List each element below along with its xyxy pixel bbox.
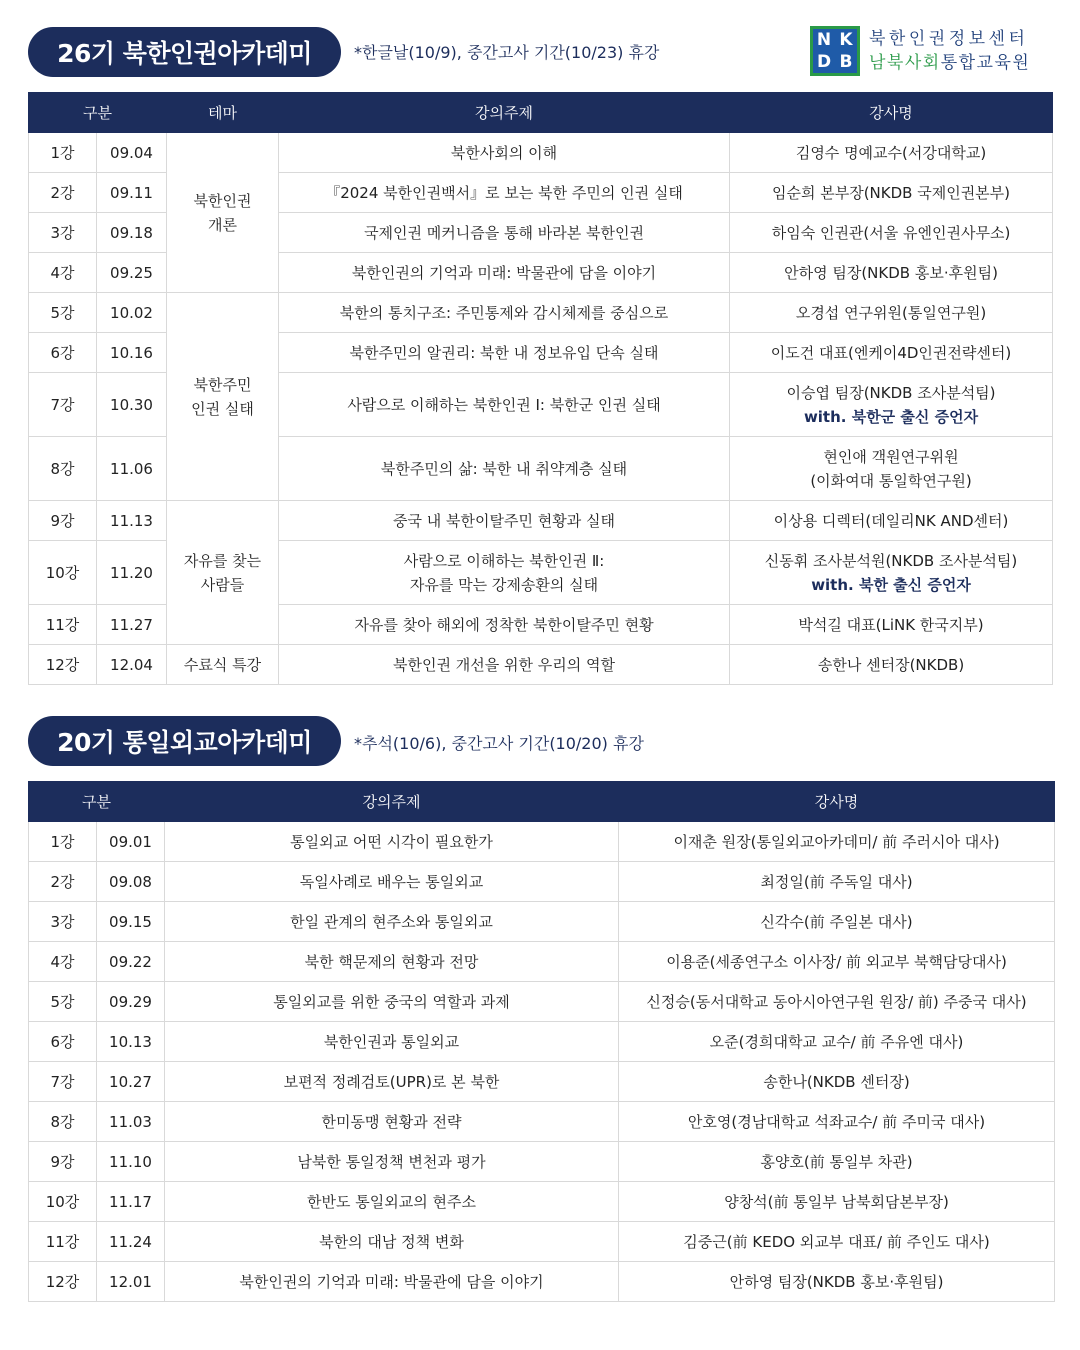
lecture-number: 12강: [29, 1262, 97, 1302]
lecture-topic: 북한주민의 알권리: 북한 내 정보유입 단속 실태: [279, 333, 730, 373]
lecturer-cell: [730, 373, 1053, 437]
lecture-topic: 통일외교 어떤 시각이 필요한가: [165, 822, 619, 862]
lecturer-cell: 최정일(前 주독일 대사): [619, 862, 1055, 902]
lecture-topic: 북한의 통치구조: 주민통제와 감시체제를 중심으로: [279, 293, 730, 333]
logo-sub-name: 남북사회통합교육원: [869, 53, 1031, 73]
lecture-topic: 북한인권과 통일외교: [165, 1022, 619, 1062]
lecture-topic: 북한주민의 삶: 북한 내 취약계층 실태: [279, 437, 730, 501]
table-row: [29, 822, 1055, 862]
lecture-date: 10.13: [97, 1022, 165, 1062]
table-row: [29, 1142, 1055, 1182]
section1-schedule-table: [28, 92, 1053, 685]
lecture-number: 8강: [29, 437, 97, 501]
lecture-number: 1강: [29, 133, 97, 173]
lecture-topic: 『2024 북한인권백서』로 보는 북한 주민의 인권 실태: [279, 173, 730, 213]
lecturer-cell: 안하영 팀장(NKDB 홍보·후원팀): [619, 1262, 1055, 1302]
lecture-date: 12.01: [97, 1262, 165, 1302]
lecture-date: 09.11: [97, 173, 167, 213]
lecturer-cell: [730, 541, 1053, 605]
section1-title: 26기 북한인권아카데미: [28, 27, 341, 77]
lecture-topic: 북한 핵문제의 현황과 전망: [165, 942, 619, 982]
lecture-date: 09.15: [97, 902, 165, 942]
table-row: [29, 1182, 1055, 1222]
table-row: [29, 293, 1053, 333]
lecturer-cell: 이재춘 원장(통일외교아카데미/ 前 주러시아 대사): [619, 822, 1055, 862]
table-row: [29, 1222, 1055, 1262]
table-row: [29, 862, 1055, 902]
lecture-topic: 통일외교를 위한 중국의 역할과 과제: [165, 982, 619, 1022]
lecture-number: 9강: [29, 501, 97, 541]
lecturer-cell: 임순희 본부장(NKDB 국제인권본부): [730, 173, 1053, 213]
lecture-topic: 남북한 통일정책 변천과 평가: [165, 1142, 619, 1182]
lecturer-cell: 송한나 센터장(NKDB): [730, 645, 1053, 685]
lecture-number: 8강: [29, 1102, 97, 1142]
lecture-date: 11.27: [97, 605, 167, 645]
lecturer-with: with. 북한 출신 증언자: [811, 575, 971, 594]
lecture-number: 5강: [29, 293, 97, 333]
table-row: [29, 942, 1055, 982]
lecture-date: 09.25: [97, 253, 167, 293]
table-row: [29, 501, 1053, 541]
lecture-topic: 북한인권의 기억과 미래: 박물관에 담을 이야기: [279, 253, 730, 293]
header-lecturer: 강사명: [619, 782, 1055, 822]
table-row: [29, 1022, 1055, 1062]
lecture-number: 9강: [29, 1142, 97, 1182]
lecturer-cell: 이용준(세종연구소 이사장/ 前 외교부 북핵담당대사): [619, 942, 1055, 982]
lecture-date: 09.01: [97, 822, 165, 862]
lecture-number: 7강: [29, 373, 97, 437]
lecture-date: 09.08: [97, 862, 165, 902]
lecture-date: 09.22: [97, 942, 165, 982]
lecture-topic: 북한인권의 기억과 미래: 박물관에 담을 이야기: [165, 1262, 619, 1302]
lecture-number: 10강: [29, 1182, 97, 1222]
lecturer-cell: 안호영(경남대학교 석좌교수/ 前 주미국 대사): [619, 1102, 1055, 1142]
lecturer-cell: 오준(경희대학교 교수/ 前 주유엔 대사): [619, 1022, 1055, 1062]
lecture-topic: 북한의 대남 정책 변화: [165, 1222, 619, 1262]
theme-cell: 북한주민 인권 실태: [167, 293, 279, 501]
section2-title: 20기 통일외교아카데미: [28, 716, 341, 766]
lecture-topic: 사람으로 이해하는 북한인권 Ⅰ: 북한군 인권 실태: [279, 373, 730, 437]
lecture-topic: 한일 관계의 현주소와 통일외교: [165, 902, 619, 942]
table-row: [29, 982, 1055, 1022]
lecture-number: 2강: [29, 173, 97, 213]
header-category: 구분: [29, 93, 167, 133]
nkdb-logo: [810, 26, 1030, 76]
lecturer-with: with. 북한군 출신 증언자: [803, 407, 979, 426]
lecturer-cell: 신정승(동서대학교 동아시아연구원 원장/ 前) 주중국 대사): [619, 982, 1055, 1022]
lecture-date: 10.02: [97, 293, 167, 333]
lecture-topic: 한반도 통일외교의 현주소: [165, 1182, 619, 1222]
lecture-number: 6강: [29, 333, 97, 373]
lecture-topic: 북한사회의 이해: [279, 133, 730, 173]
lecturer-name: 이승엽 팀장(NKDB 조사분석팀): [786, 383, 996, 402]
header-topic: 강의주제: [279, 93, 730, 133]
lecture-topic: 중국 내 북한이탈주민 현황과 실태: [279, 501, 730, 541]
theme-cell: 수료식 특강: [167, 645, 279, 685]
lecture-number: 5강: [29, 982, 97, 1022]
table-row: [29, 902, 1055, 942]
lecturer-cell: 안하영 팀장(NKDB 홍보·후원팀): [730, 253, 1053, 293]
table-row: [29, 133, 1053, 173]
lecture-date: 09.18: [97, 213, 167, 253]
lecture-number: 3강: [29, 213, 97, 253]
section1-note: *한글날(10/9), 중간고사 기간(10/23) 휴강: [354, 43, 660, 62]
lecturer-cell: 현인애 객원연구위원 (이화여대 통일학연구원): [730, 437, 1053, 501]
lecture-topic: 사람으로 이해하는 북한인권 Ⅱ: 자유를 막는 강제송환의 실태: [279, 541, 730, 605]
header-lecturer: 강사명: [730, 93, 1053, 133]
lecturer-cell: 하임숙 인권관(서울 유엔인권사무소): [730, 213, 1053, 253]
lecture-date: 11.17: [97, 1182, 165, 1222]
lecturer-cell: 박석길 대표(LiNK 한국지부): [730, 605, 1053, 645]
lecture-date: 11.20: [97, 541, 167, 605]
lecturer-cell: 오경섭 연구위원(통일연구원): [730, 293, 1053, 333]
lecturer-cell: 이도건 대표(엔케이4D인권전략센터): [730, 333, 1053, 373]
lecture-date: 10.30: [97, 373, 167, 437]
header-theme: 테마: [167, 93, 279, 133]
lecturer-cell: 김영수 명예교수(서강대학교): [730, 133, 1053, 173]
lecturer-cell: 홍양호(前 통일부 차관): [619, 1142, 1055, 1182]
lecturer-cell: 이상용 디렉터(데일리NK AND센터): [730, 501, 1053, 541]
theme-cell: 북한인권 개론: [167, 133, 279, 293]
lecturer-name: 신동휘 조사분석원(NKDB 조사분석팀): [764, 551, 1018, 570]
lecture-date: 12.04: [97, 645, 167, 685]
lecture-date: 10.16: [97, 333, 167, 373]
table-row: [29, 1262, 1055, 1302]
lecture-topic: 자유를 찾아 해외에 정착한 북한이탈주민 현황: [279, 605, 730, 645]
lecturer-cell: 신각수(前 주일본 대사): [619, 902, 1055, 942]
lecture-number: 2강: [29, 862, 97, 902]
lecture-number: 12강: [29, 645, 97, 685]
lecture-date: 11.13: [97, 501, 167, 541]
lecture-number: 10강: [29, 541, 97, 605]
lecture-date: 09.29: [97, 982, 165, 1022]
lecture-number: 1강: [29, 822, 97, 862]
lecture-date: 11.24: [97, 1222, 165, 1262]
lecture-date: 11.06: [97, 437, 167, 501]
lecture-number: 3강: [29, 902, 97, 942]
lecture-date: 11.10: [97, 1142, 165, 1182]
lecturer-cell: 양창석(前 통일부 남북회담본부장): [619, 1182, 1055, 1222]
lecture-number: 6강: [29, 1022, 97, 1062]
lecture-number: 11강: [29, 1222, 97, 1262]
table-row: [29, 1062, 1055, 1102]
theme-cell: 자유를 찾는 사람들: [167, 501, 279, 645]
lecture-date: 11.03: [97, 1102, 165, 1142]
lecture-topic: 국제인권 메커니즘을 통해 바라본 북한인권: [279, 213, 730, 253]
lecture-number: 4강: [29, 942, 97, 982]
table-row: [29, 1102, 1055, 1142]
lecture-number: 11강: [29, 605, 97, 645]
section2-note: *추석(10/6), 중간고사 기간(10/20) 휴강: [354, 734, 644, 753]
lecture-topic: 북한인권 개선을 위한 우리의 역할: [279, 645, 730, 685]
table-row: [29, 645, 1053, 685]
nkdb-logo-icon: N K D B: [810, 26, 860, 76]
lecture-date: 09.04: [97, 133, 167, 173]
header-category: 구분: [29, 782, 165, 822]
lecture-number: 4강: [29, 253, 97, 293]
header-topic: 강의주제: [165, 782, 619, 822]
lecture-topic: 한미동맹 현황과 전략: [165, 1102, 619, 1142]
lecturer-cell: 김중근(前 KEDO 외교부 대표/ 前 주인도 대사): [619, 1222, 1055, 1262]
lecturer-cell: 송한나(NKDB 센터장): [619, 1062, 1055, 1102]
section2-schedule-table: [28, 781, 1055, 1302]
lecture-number: 7강: [29, 1062, 97, 1102]
logo-org-name: 북한인권정보센터: [869, 29, 1029, 49]
lecture-topic: 독일사례로 배우는 통일외교: [165, 862, 619, 902]
lecture-date: 10.27: [97, 1062, 165, 1102]
lecture-topic: 보편적 정례검토(UPR)로 본 북한: [165, 1062, 619, 1102]
